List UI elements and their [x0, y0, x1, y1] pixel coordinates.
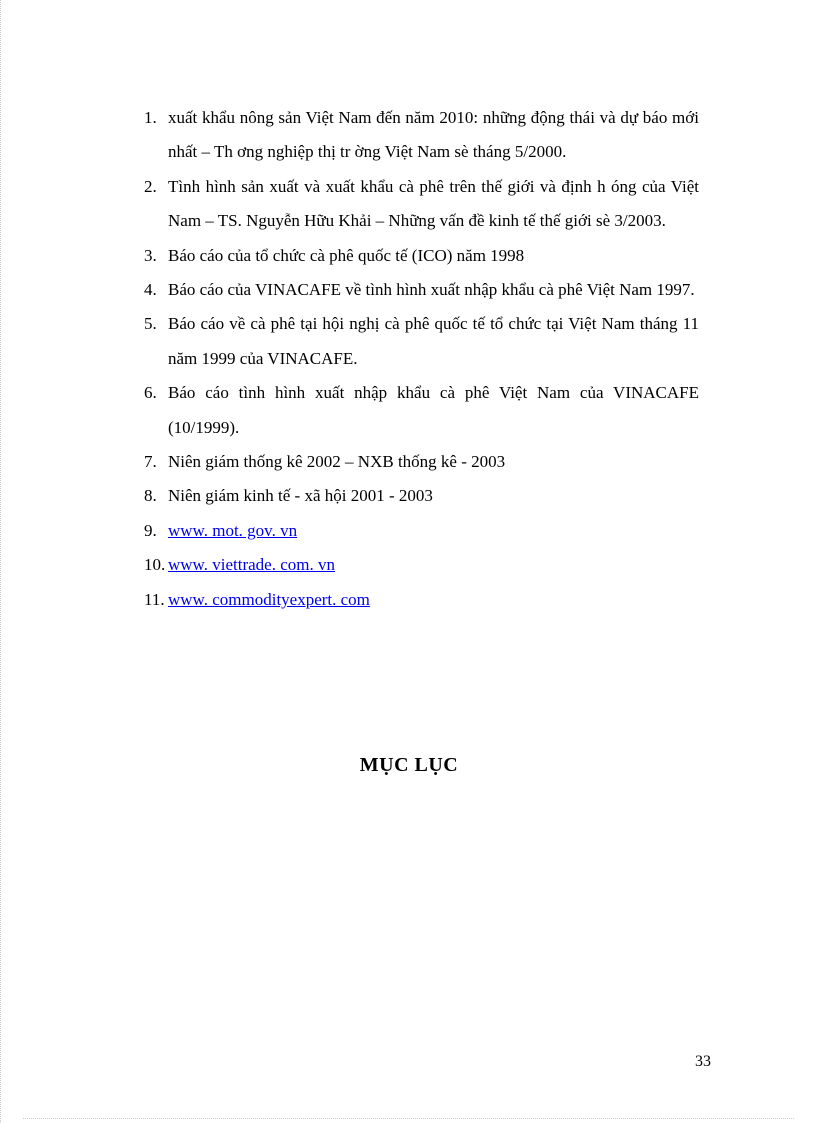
table-of-contents-heading: MỤC LỤC — [359, 754, 459, 776]
reference-number: 6. — [144, 383, 157, 403]
reference-item-4 — [144, 273, 699, 307]
reference-text: Tình hình sản xuất và xuất khẩu cà phê trên thế giới và định h óng của Việt Nam – TS. Nguyễn Hữu Khải – Những vấn đề kinh tế thế giới sè 3/2003. — [168, 176, 699, 231]
reference-text: xuất khẩu nông sản Việt Nam đến năm 2010: những động thái và dự báo mới nhất – Th ơng nghiệp thị tr ờng Việt Nam sè tháng 5/2000. — [168, 108, 699, 162]
reference-number: 4. — [144, 280, 157, 300]
reference-item-5 — [144, 307, 699, 376]
page-number: 33 — [695, 1053, 711, 1070]
reference-item-11 — [144, 583, 699, 617]
reference-number: 9. — [144, 520, 157, 540]
reference-number: 7. — [144, 452, 157, 472]
reference-number: 2. — [144, 176, 157, 196]
reference-item-2 — [144, 170, 699, 239]
reference-text: Báo cáo của tổ chức cà phê quốc tế (ICO) năm 1998 — [168, 245, 525, 265]
reference-item-6 — [144, 376, 699, 445]
reference-number: 1. — [144, 108, 157, 127]
reference-item-1 — [144, 101, 699, 170]
reference-number: 3. — [144, 245, 157, 265]
reference-link-viettrade[interactable]: www. viettrade. com. vn — [168, 555, 335, 575]
reference-text: Niên giám kinh tế - xã hội 2001 - 2003 — [168, 486, 433, 506]
reference-item-9 — [144, 514, 699, 548]
reference-number: 8. — [144, 486, 157, 506]
reference-link-commodityexpert[interactable]: www. commodityexpert. com — [168, 589, 370, 609]
reference-link-mot[interactable]: www. mot. gov. vn — [168, 520, 298, 540]
reference-number: 11. — [144, 589, 165, 609]
reference-item-7 — [144, 445, 699, 479]
reference-text: Báo cáo tình hình xuất nhập khẩu cà phê Việt Nam của VINACAFE (10/1999). — [168, 383, 699, 437]
reference-item-8 — [144, 479, 699, 513]
reference-text: Báo cáo của VINACAFE về tình hình xuất nhập khẩu cà phê Việt Nam 1997. — [168, 280, 695, 300]
reference-number: 5. — [144, 314, 157, 334]
reference-item-3 — [144, 239, 699, 273]
reference-text: Báo cáo về cà phê tại hội nghị cà phê quốc tế tổ chức tại Việt Nam tháng 11 năm 1999 của VINACAFE. — [168, 314, 699, 368]
page-bottom-divider — [23, 1118, 794, 1119]
reference-item-10 — [144, 548, 699, 582]
reference-text: Niên giám thống kê 2002 – NXB thống kê - 2003 — [168, 452, 506, 472]
reference-list — [144, 101, 699, 617]
reference-number: 10. — [144, 555, 166, 575]
